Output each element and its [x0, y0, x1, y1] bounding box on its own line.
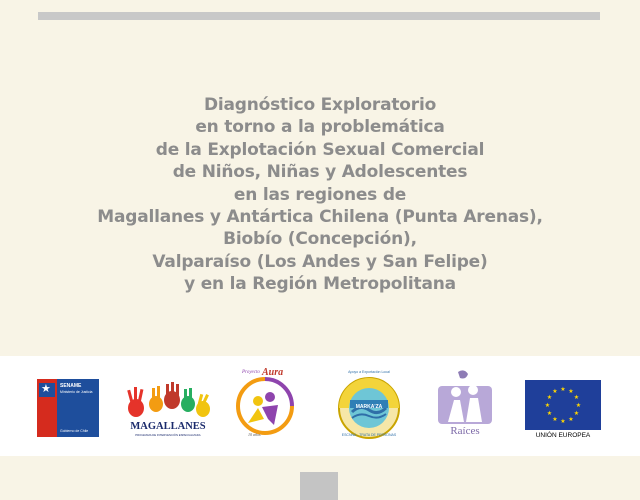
title-line-1: Diagnóstico Exploratorio: [203, 95, 437, 115]
sename-name: SENAME: [60, 383, 82, 389]
top-rule: [38, 12, 600, 20]
eu-flag-icon: [525, 380, 601, 430]
title-line-5: en las regiones de: [233, 184, 407, 205]
aura-tagline: 10 años: [248, 432, 261, 437]
title-line-9: y en la Región Metropolitana: [184, 274, 456, 295]
aura-name: Aura: [262, 367, 284, 378]
raices-logo: [436, 368, 494, 440]
markaza-logo: [334, 370, 404, 442]
logo-strip: [0, 356, 640, 456]
document-title: [0, 94, 640, 296]
title-line-6: Magallanes y Antártica Chilena (Punta Arenas),: [97, 207, 543, 228]
aura-ring-icon: [234, 375, 296, 437]
eu-name: UNIÓN EUROPEA: [535, 432, 591, 439]
eu-logo: [525, 380, 601, 440]
svg-text:★: ★: [544, 402, 551, 409]
svg-text:★: ★: [552, 416, 558, 423]
magallanes-name: MAGALLANES: [130, 421, 206, 432]
svg-text:★: ★: [546, 410, 553, 417]
markaza-name: MARKA'ZA: [355, 404, 383, 410]
raices-figures-icon: [436, 368, 494, 424]
magallanes-logo: [124, 382, 212, 438]
aura-logo: [234, 367, 296, 442]
magallanes-subtitle: PROGRAMA DE INTERVENCIÓN ESPECIALIZADA: [135, 433, 201, 437]
title-line-4: de Niños, Niñas y Adolescentes: [172, 162, 468, 183]
markaza-bottom: ESCNNA - TRATA DE PERSONAS: [341, 433, 397, 437]
svg-text:★: ★: [573, 410, 580, 417]
svg-text:★: ★: [546, 394, 553, 401]
raices-name: Raíces: [450, 425, 480, 437]
sename-star-icon: ★: [41, 382, 51, 395]
svg-text:★: ★: [573, 394, 580, 401]
aura-project: Proyecto: [242, 370, 260, 375]
title-line-7: Biobío (Concepción),: [223, 229, 417, 250]
svg-text:★: ★: [575, 402, 582, 409]
title-line-2: en torno a la problemática: [195, 117, 445, 138]
svg-text:★: ★: [560, 418, 566, 425]
markaza-top: Apoyo a Exportación Local: [348, 370, 390, 374]
title-line-3: de la Explotación Sexual Comercial: [155, 139, 485, 160]
hands-icon: [124, 382, 212, 420]
sename-ministry: Ministerio de Justicia: [60, 390, 93, 394]
svg-text:★: ★: [568, 416, 574, 423]
title-line-8: Valparaíso (Los Andes y San Felipe): [152, 251, 488, 272]
svg-text:★: ★: [560, 386, 566, 393]
sename-logo: [37, 379, 99, 437]
sename-government: Gobierno de Chile: [60, 429, 89, 433]
svg-text:★: ★: [568, 388, 574, 395]
svg-text:★: ★: [552, 388, 558, 395]
bottom-tab: [300, 472, 338, 500]
